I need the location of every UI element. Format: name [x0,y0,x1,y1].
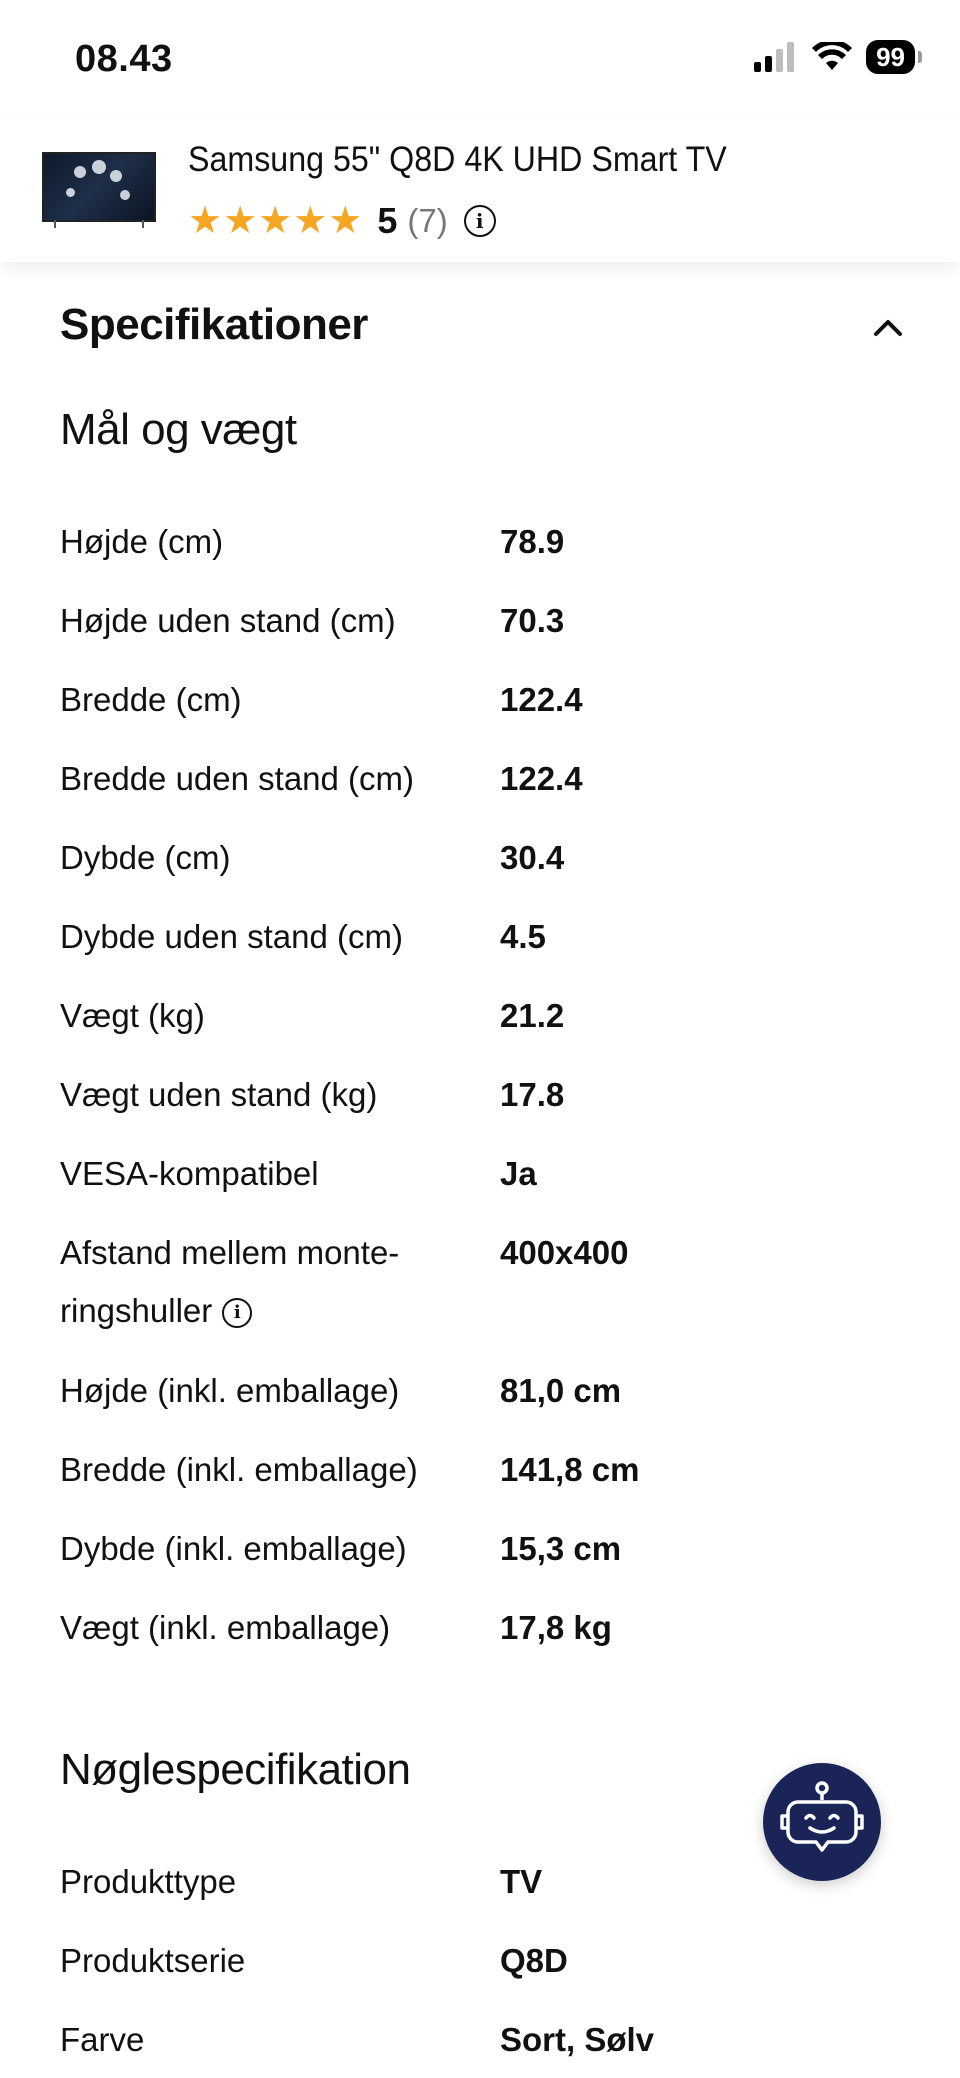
wifi-icon [812,42,852,72]
rating-info-icon[interactable]: i [464,205,496,237]
status-time: 08.43 [75,38,173,80]
spec-label: VESA-kompatibel [60,1155,319,1192]
spec-label: Dybde uden stand (cm) [60,918,404,955]
spec-value: 30.4 [500,839,565,876]
spec-value: 17,8 kg [500,1609,612,1646]
spec-value: TV [500,1863,543,1900]
spec-label: Højde (inkl. emballage) [60,1372,400,1409]
battery-icon: 99 [866,40,915,74]
spec-label: Bredde uden stand (cm) [60,760,415,797]
spec-value: 21.2 [500,997,565,1034]
star-rating-icon: ★★★★★ [188,200,364,242]
group-title-key-specs: Nøglespecifikation [60,1745,411,1794]
spec-label: Dybde (inkl. emballage) [60,1530,407,1567]
spec-value: 122.4 [500,681,583,718]
spec-label: Vægt (inkl. emballage) [60,1609,391,1646]
spec-label: Produktserie [60,1942,246,1979]
spec-label: Farve [60,2021,145,2058]
chevron-up-icon[interactable] [866,306,910,350]
spec-label: Bredde (inkl. emballage) [60,1451,418,1488]
spec-value: Q8D [500,1942,568,1979]
section-title: Specifikationer [60,300,368,349]
signal-icon [752,42,798,72]
spec-value: 70.3 [500,602,565,639]
spec-value: Ja [500,1155,537,1192]
spec-label: Produkttype [60,1863,237,1900]
spec-label: Dybde (cm) [60,839,231,876]
spec-value: 81,0 cm [500,1372,622,1409]
spec-label: Vægt (kg) [60,997,205,1034]
spec-label-line-text: ringshuller [60,1292,213,1329]
spec-value: 400x400 [500,1234,629,1271]
status-bar [0,0,960,120]
rating-row[interactable] [188,198,496,243]
spec-value: 17.8 [500,1076,565,1113]
spec-label [60,1224,470,1340]
spec-value: 122.4 [500,760,583,797]
status-icons [752,40,915,74]
spec-value: 15,3 cm [500,1530,622,1567]
product-thumbnail[interactable] [42,152,156,222]
robot-chat-icon [776,1776,868,1868]
spec-label-line [60,1282,470,1340]
spec-value: 78.9 [500,523,565,560]
spec-label: Bredde (cm) [60,681,242,718]
specifications-header[interactable] [60,300,910,360]
group-title-dimensions: Mål og vægt [60,405,297,454]
review-count: (7) [407,201,448,239]
chat-assistant-button[interactable] [763,1763,881,1881]
product-header[interactable] [0,120,960,262]
rating-value: 5 [377,199,398,241]
mounting-info-icon[interactable]: i [222,1298,252,1328]
spec-label: Vægt uden stand (kg) [60,1076,378,1113]
spec-label-line: Afstand mellem monte- [60,1234,400,1271]
spec-value: 141,8 cm [500,1451,640,1488]
product-title: Samsung 55" Q8D 4K UHD Smart TV [188,140,727,179]
spec-value: 4.5 [500,918,546,955]
spec-value: Sort, Sølv [500,2021,655,2058]
spec-label: Højde uden stand (cm) [60,602,396,639]
spec-label: Højde (cm) [60,523,224,560]
